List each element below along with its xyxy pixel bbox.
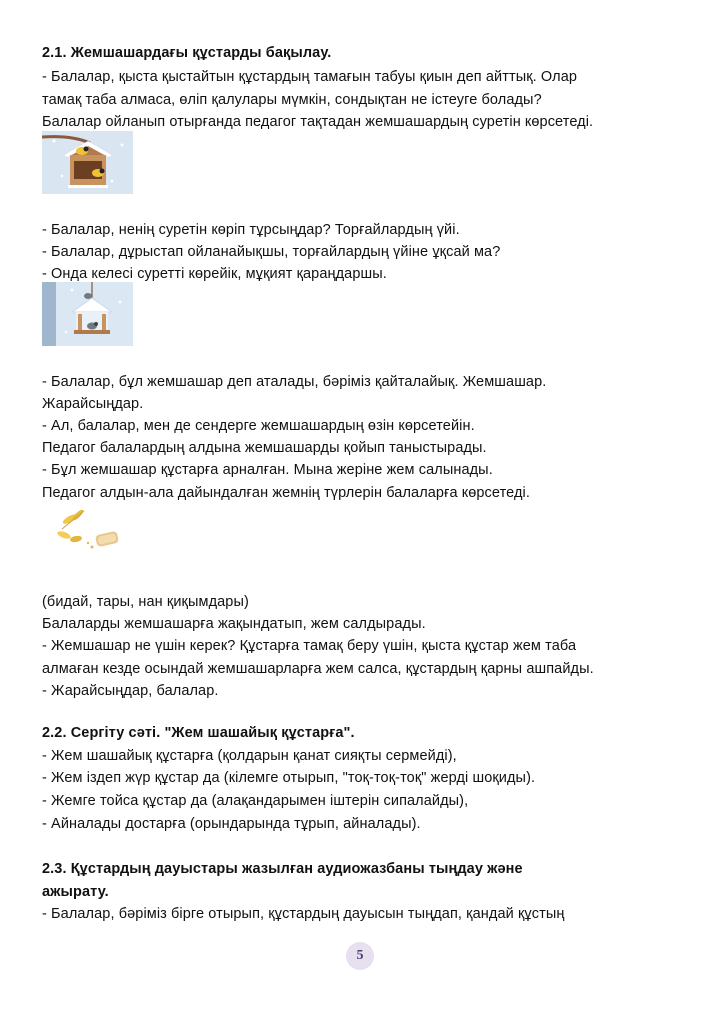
section-2-heading: 2.2. Сергіту сәті. "Жем шашайық құстарға". [42,725,355,741]
paragraph-line: - Ал, балалар, мен де сендерге жемшашардың өзін көрсетейін. [42,418,475,434]
paragraph-line: - Жарайсыңдар, балалар. [42,683,219,699]
paragraph-line: Педагог алдын-ала дайындалған жемнің түрлерін балаларға көрсетеді. [42,485,531,501]
paragraph-line: - Жем іздеп жүр құстар да (кілемге отырып, "тоқ-тоқ-тоқ" жерді шоқиды). [42,770,536,786]
paragraph-line: - Жемге тойса құстар да (алақандарымен іштерін сипалайды), [42,793,469,809]
paragraph-line: - Балалар, ненің суретін көріп тұрсыңдар? Торғайлардың үйі. [42,222,460,238]
grain-and-bread-image [48,505,128,555]
section-1-heading: 2.1. Жемшашардағы құстарды бақылау. [42,45,332,61]
paragraph-line: Балалар ойланып отырғанда педагог тақтадан жемшашардың суретін көрсетеді. [42,114,594,130]
paragraph-line: Педагог балалардың алдына жемшашарды қойып таныстырады. [42,440,487,456]
birdhouse-image [42,131,133,194]
paragraph-line: - Онда келесі суретті көрейік, мұқият қараңдаршы. [42,266,387,282]
page-number: 5 [346,942,374,970]
paragraph-line: Балаларды жемшашарға жақындатып, жем салдырады. [42,616,426,632]
paragraph-line: - Балалар, бұл жемшашар деп аталады, бәріміз қайталайық. Жемшашар. [42,374,547,390]
paragraph-line: - Балалар, дұрыстап ойланайықшы, торғайлардың үйіне ұқсай ма? [42,244,501,260]
bird-feeder-image [42,282,133,346]
paragraph-line: алмаған кезде осындай жемшашарларға жем салса, құстардың қарны ашпайды. [42,661,594,677]
paragraph-line: - Айналады достарға (орындарында тұрып, айналады). [42,816,421,832]
section-3-heading-cont: ажырату. [42,884,109,900]
paragraph-line: - Жемшашар не үшін керек? Құстарға тамақ беру үшін, қыста құстар жем таба [42,638,577,654]
paragraph-line: (бидай, тары, нан қиқымдары) [42,594,249,610]
paragraph-line: - Балалар, бәріміз бірге отырып, құстардың дауысын тыңдап, қандай құстың [42,906,565,922]
paragraph-line: - Бұл жемшашар құстарға арналған. Мына жеріне жем салынады. [42,462,493,478]
section-3-heading: 2.3. Құстардың дауыстары жазылған аудиожазбаны тыңдау және [42,861,523,877]
paragraph-line: - Балалар, қыста қыстайтын құстардың тамағын табуы қиын деп айттық. Олар [42,69,578,85]
paragraph-line: - Жем шашайық құстарға (қолдарын қанат сияқты сермейді), [42,748,457,764]
paragraph-line: Жарайсыңдар. [42,396,144,412]
paragraph-line: тамақ таба алмаса, өліп қалулары мүмкін, сондықтан не істеуге болады? [42,92,542,108]
